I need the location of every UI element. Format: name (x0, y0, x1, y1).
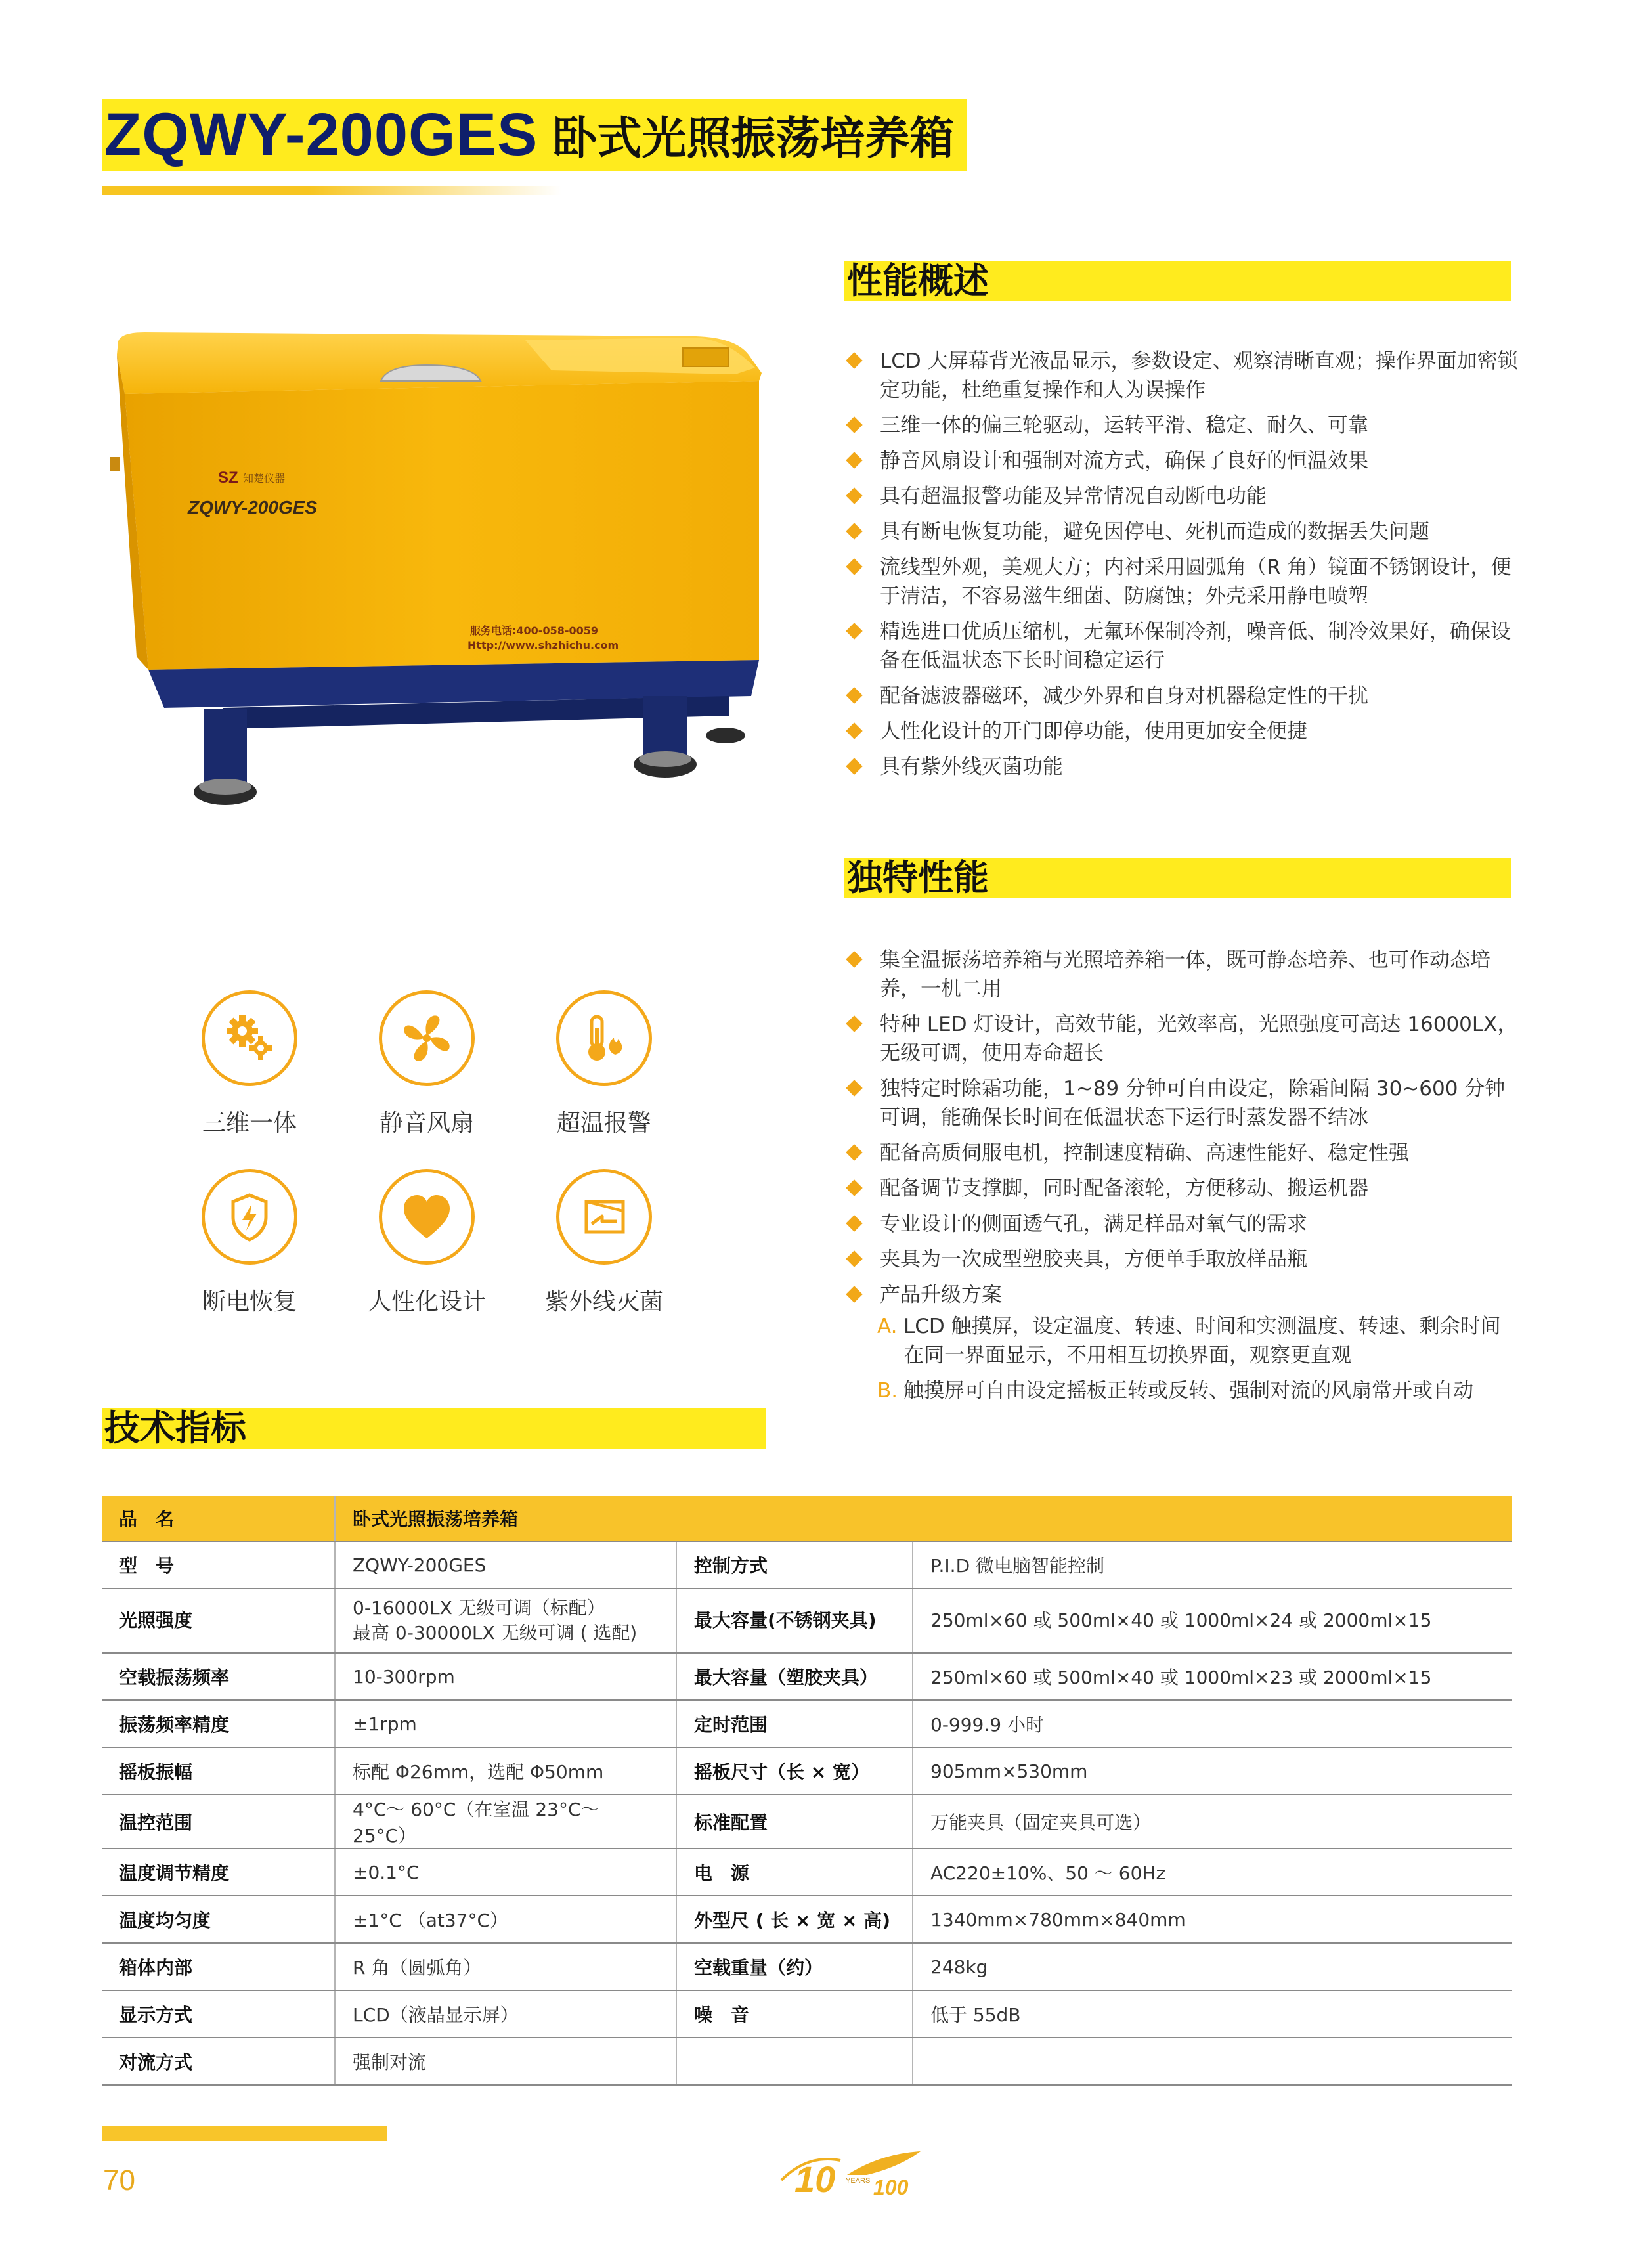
specs-heading: 技术指标 (104, 1407, 246, 1449)
table-cell: 摇板尺寸（长 × 宽） (676, 1747, 913, 1795)
table-cell: 摇板振幅 (102, 1747, 335, 1795)
table-cell: 最大容量（塑胶夹具） (676, 1653, 913, 1700)
table-cell (676, 2038, 913, 2085)
table-cell: 905mm×530mm (913, 1747, 1512, 1795)
list-item: 专业设计的侧面透气孔，满足样品对氧气的需求 (844, 1210, 1521, 1238)
list-item: 人性化设计的开门即停功能，使用更加安全便捷 (844, 717, 1521, 746)
list-item: 三维一体的偏三轮驱动，运转平滑、稳定、耐久、可靠 (844, 411, 1521, 440)
table-row (102, 1541, 1512, 1589)
list-item: 具有断电恢复功能，避免因停电、死机而造成的数据丢失问题 (844, 517, 1521, 546)
table-cell: 空载重量（约） (676, 1943, 913, 1990)
unique-list (844, 946, 1521, 1412)
feature-thermometer (522, 990, 686, 1138)
website: Http://www.shzhichu.com (467, 639, 619, 651)
title-product-name: 卧式光照振荡培养箱 (552, 112, 955, 165)
table-cell: 品 名 (102, 1496, 335, 1541)
list-item: 夹具为一次成型塑胶夹具，方便单手取放样品瓶 (844, 1245, 1521, 1274)
anniversary-logo (768, 2134, 926, 2206)
table-cell: 卧式光照振荡培养箱 (335, 1496, 1512, 1541)
bullet-diamond-icon (846, 1080, 862, 1096)
table-cell: 定时范围 (676, 1700, 913, 1747)
feature-label: 超温报警 (556, 1110, 651, 1137)
page-number: 70 (103, 2164, 135, 2197)
specs-table (102, 1496, 1512, 2086)
fan-icon (379, 990, 475, 1086)
table-cell: 万能夹具（固定夹具可选） (913, 1795, 1512, 1849)
bullet-diamond-icon (846, 452, 862, 468)
table-row (102, 1653, 1512, 1700)
table-cell: 箱体内部 (102, 1943, 335, 1990)
table-cell: 10-300rpm (335, 1653, 676, 1700)
table-row (102, 2038, 1512, 2085)
bullet-diamond-icon (846, 1015, 862, 1032)
bullet-diamond-icon (846, 687, 862, 703)
list-item: 配备调节支撑脚，同时配备滚轮，方便移动、搬运机器 (844, 1174, 1521, 1203)
table-row (102, 1747, 1512, 1795)
bullet-diamond-icon (846, 558, 862, 575)
bullet-diamond-icon (846, 1250, 862, 1267)
bullet-diamond-icon (846, 352, 862, 368)
bullet-diamond-icon (846, 1179, 862, 1196)
feature-label: 静音风扇 (379, 1110, 474, 1137)
list-item: 集全温振荡培养箱与光照培养箱一体，既可静态培养、也可作动态培养，一机二用 (844, 946, 1521, 1003)
title-underline (102, 186, 561, 195)
table-cell: 控制方式 (676, 1541, 913, 1589)
table-cell: 250ml×60 或 500ml×40 或 1000ml×23 或 2000ml×15 (913, 1653, 1512, 1700)
table-cell: 光照强度 (102, 1589, 335, 1653)
table-cell: 最大容量(不锈钢夹具) (676, 1589, 913, 1653)
table-cell: 电 源 (676, 1849, 913, 1896)
table-cell: 标准配置 (676, 1795, 913, 1849)
table-cell: 250ml×60 或 500ml×40 或 1000ml×24 或 2000ml×15 (913, 1589, 1512, 1653)
list-item: 具有紫外线灭菌功能 (844, 753, 1521, 781)
table-row (102, 1700, 1512, 1747)
title-model: ZQWY-200GES (104, 100, 538, 168)
page-title-banner (102, 99, 967, 171)
feature-humanized (345, 1169, 509, 1317)
power-shield-icon (202, 1169, 297, 1265)
feature-label: 人性化设计 (367, 1288, 486, 1315)
table-row (102, 1896, 1512, 1943)
table-cell: 温控范围 (102, 1795, 335, 1849)
table-row (102, 1990, 1512, 2038)
list-item: 产品升级方案 (844, 1281, 1521, 1309)
bullet-diamond-icon (846, 951, 862, 967)
unique-section-header (844, 858, 1511, 898)
list-item: 静音风扇设计和强制对流方式，确保了良好的恒温效果 (844, 447, 1521, 475)
unique-heading: 独特性能 (847, 857, 989, 898)
table-cell: 外型尺 ( 长 × 宽 × 高) (676, 1896, 913, 1943)
bullet-diamond-icon (846, 1144, 862, 1160)
table-row (102, 1795, 1512, 1849)
brand-text: 知楚仪器 (243, 472, 286, 485)
table-cell: 4°C～ 60°C（在室温 23°C～ 25°C） (335, 1795, 676, 1849)
table-cell-line: 最高 0-30000LX 无级可调 ( 选配) (353, 1622, 638, 1644)
feature-label: 三维一体 (202, 1110, 297, 1137)
svg-text:10: 10 (794, 2158, 836, 2200)
list-item: 配备高质伺服电机，控制速度精确、高速性能好、稳定性强 (844, 1139, 1521, 1168)
gears-icon (202, 990, 297, 1086)
performance-section-header (844, 261, 1511, 301)
bullet-diamond-icon (846, 623, 862, 639)
table-row (102, 1496, 1512, 1541)
feature-label: 紫外线灭菌 (544, 1288, 663, 1315)
list-item: 配备滤波器磁环，减少外界和自身对机器稳定性的干扰 (844, 682, 1521, 711)
body-model-label: ZQWY-200GES (188, 497, 318, 517)
list-item: 独特定时除霜功能，1~89 分钟可自由设定，除霜间隔 30~600 分钟可调，能确保长时间在低温状态下运行时蒸发器不结冰 (844, 1074, 1521, 1132)
list-item: 特种 LED 灯设计，高效节能，光效率高，光照强度可高达 16000LX，无级可调，使用寿命超长 (844, 1010, 1521, 1068)
table-cell: 型 号 (102, 1541, 335, 1589)
table-cell: AC220±10%、50 ～ 60Hz (913, 1849, 1512, 1896)
bullet-diamond-icon (846, 1215, 862, 1231)
table-cell (913, 2038, 1512, 2085)
uv-lamp-icon (556, 1169, 652, 1265)
table-cell: 248kg (913, 1943, 1512, 1990)
table-cell: LCD（液晶显示屏） (335, 1990, 676, 2038)
list-item: 精选进口优质压缩机，无氟环保制冷剂，噪音低、制冷效果好，确保设备在低温状态下长时间稳定运行 (844, 617, 1521, 675)
table-cell: 低于 55dB (913, 1990, 1512, 2038)
list-item: 流线型外观，美观大方；内衬采用圆弧角（R 角）镜面不锈钢设计，便于清洁，不容易滋生细菌、防腐蚀；外壳采用静电喷塑 (844, 553, 1521, 611)
bullet-diamond-icon (846, 523, 862, 539)
table-cell: 1340mm×780mm×840mm (913, 1896, 1512, 1943)
table-cell: 标配 Φ26mm，选配 Φ50mm (335, 1747, 676, 1795)
table-cell: R 角（圆弧角） (335, 1943, 676, 1990)
table-cell: ±1°C （at37°C） (335, 1896, 676, 1943)
specs-section-header (102, 1408, 766, 1449)
table-cell: 温度调节精度 (102, 1849, 335, 1896)
table-cell: ±0.1°C (335, 1849, 676, 1896)
feature-gears (167, 990, 332, 1138)
feature-fan (345, 990, 509, 1138)
table-cell: 振荡频率精度 (102, 1700, 335, 1747)
feature-uv (522, 1169, 686, 1317)
table-cell: ZQWY-200GES (335, 1541, 676, 1589)
table-row (102, 1849, 1512, 1896)
brand-mark: SZ (218, 469, 238, 487)
feature-power-recovery (167, 1169, 332, 1317)
svg-text:100: 100 (873, 2176, 909, 2199)
svg-text:YEARS: YEARS (846, 2177, 871, 2185)
table-cell: P.I.D 微电脑智能控制 (913, 1541, 1512, 1589)
upgrade-item-a: A. LCD 触摸屏，设定温度、转速、时间和实测温度、转速、剩余时间在同一界面显示，不用相互切换界面，观察更直观 (877, 1315, 1501, 1367)
service-phone: 服务电话:400-058-0059 (470, 625, 599, 637)
table-cell: ±1rpm (335, 1700, 676, 1747)
list-item: 具有超温报警功能及异常情况自动断电功能 (844, 482, 1521, 511)
feature-label: 断电恢复 (202, 1288, 297, 1315)
upgrade-item-b: B. 触摸屏可自由设定摇板正转或反转、强制对流的风扇常开或自动 (877, 1379, 1473, 1403)
table-cell: 显示方式 (102, 1990, 335, 2038)
heart-icon (379, 1169, 475, 1265)
bullet-diamond-icon (846, 416, 862, 433)
bullet-diamond-icon (846, 758, 862, 774)
performance-list (844, 347, 1521, 788)
table-cell: 温度均匀度 (102, 1896, 335, 1943)
list-item: LCD 大屏幕背光液晶显示，参数设定、观察清晰直观；操作界面加密锁定功能，杜绝重复操作和人为误操作 (844, 347, 1521, 405)
bullet-diamond-icon (846, 722, 862, 739)
bullet-diamond-icon (846, 1286, 862, 1302)
table-cell: 噪 音 (676, 1990, 913, 2038)
table-row (102, 1943, 1512, 1990)
table-cell: 空载振荡频率 (102, 1653, 335, 1700)
table-cell: 对流方式 (102, 2038, 335, 2085)
footer-bar (102, 2126, 387, 2141)
table-cell-line: 0-16000LX 无级可调（标配） (353, 1597, 605, 1619)
bullet-diamond-icon (846, 487, 862, 504)
thermometer-flame-icon (556, 990, 652, 1086)
table-cell (335, 1589, 676, 1653)
table-row (102, 1589, 1512, 1653)
table-cell: 强制对流 (335, 2038, 676, 2085)
performance-heading: 性能概述 (847, 260, 989, 301)
table-cell: 0-999.9 小时 (913, 1700, 1512, 1747)
product-image (105, 328, 775, 827)
